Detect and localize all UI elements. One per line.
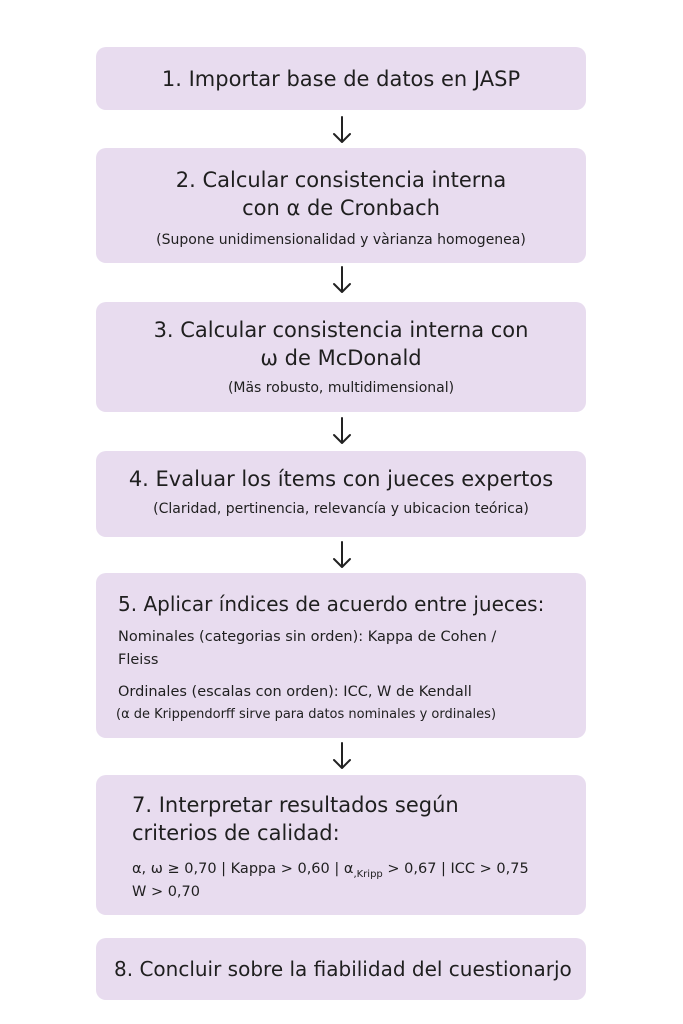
step-7-criteria-subscript: ,Kripp (353, 868, 383, 880)
step-7-title-line2: criterios de calidad: (132, 821, 340, 845)
step-7-criteria-line2: W > 0,70 (132, 884, 200, 900)
step-4-title: 4. Evaluar los ítems con jueces expertos (128, 467, 554, 491)
step-4-box (96, 451, 586, 537)
step-5-ordinal: Ordinales (escalas con orden): ICC, W de Kendall (118, 684, 472, 700)
step-5-box (96, 573, 586, 738)
step-8-title: 8. Concluir sobre la fiabilidad del cuestionarjo (114, 957, 572, 981)
step-2-title-line2: con α de Cronbach (242, 196, 440, 220)
step-3-title-line2: ω de McDonald (260, 346, 422, 370)
step-7-criteria-suffix: > 0,67 | ICC > 0,75 (382, 861, 529, 877)
step-5-nominal-line2: Fleiss (118, 652, 159, 668)
step-7-criteria-line1 (132, 861, 529, 880)
step-1-title: 1. Importar base de datos en JASP (161, 67, 521, 91)
step-8-box (96, 938, 586, 1000)
step-5-note: (α de Krippendorff sirve para datos nominales y ordinales) (116, 707, 497, 722)
arrow-down-icon (330, 741, 354, 771)
step-5-title: 5. Aplicar índices de acuerdo entre jueces: (118, 592, 545, 616)
arrow-down-icon (330, 416, 354, 446)
step-7-title-line1: 7. Interpretar resultados según (132, 793, 459, 817)
step-3-title-line1: 3. Calcular consistencia interna con (153, 318, 529, 342)
step-4-note: (Claridad, pertinencia, relevancía y ubicacion teórica) (153, 501, 529, 517)
arrow-down-icon (330, 265, 354, 295)
step-3-box (96, 302, 586, 412)
arrow-down-icon (330, 115, 354, 145)
step-7-criteria-prefix: α, ω ≥ 0,70 | Kappa > 0,60 | α (132, 861, 354, 877)
step-5-nominal-line1: Nominales (categorias sin orden): Kappa de Cohen / (118, 629, 497, 645)
step-2-box (96, 148, 586, 263)
step-1-box (96, 47, 586, 110)
arrow-down-icon (330, 540, 354, 570)
step-3-note: (Mäs robusto, multidimensional) (227, 380, 455, 396)
step-2-title-line1: 2. Calcular consistencia interna (175, 168, 507, 192)
step-2-note: (Supone unidimensionalidad y vàrianza homogenea) (156, 232, 526, 248)
step-7-box (96, 775, 586, 915)
